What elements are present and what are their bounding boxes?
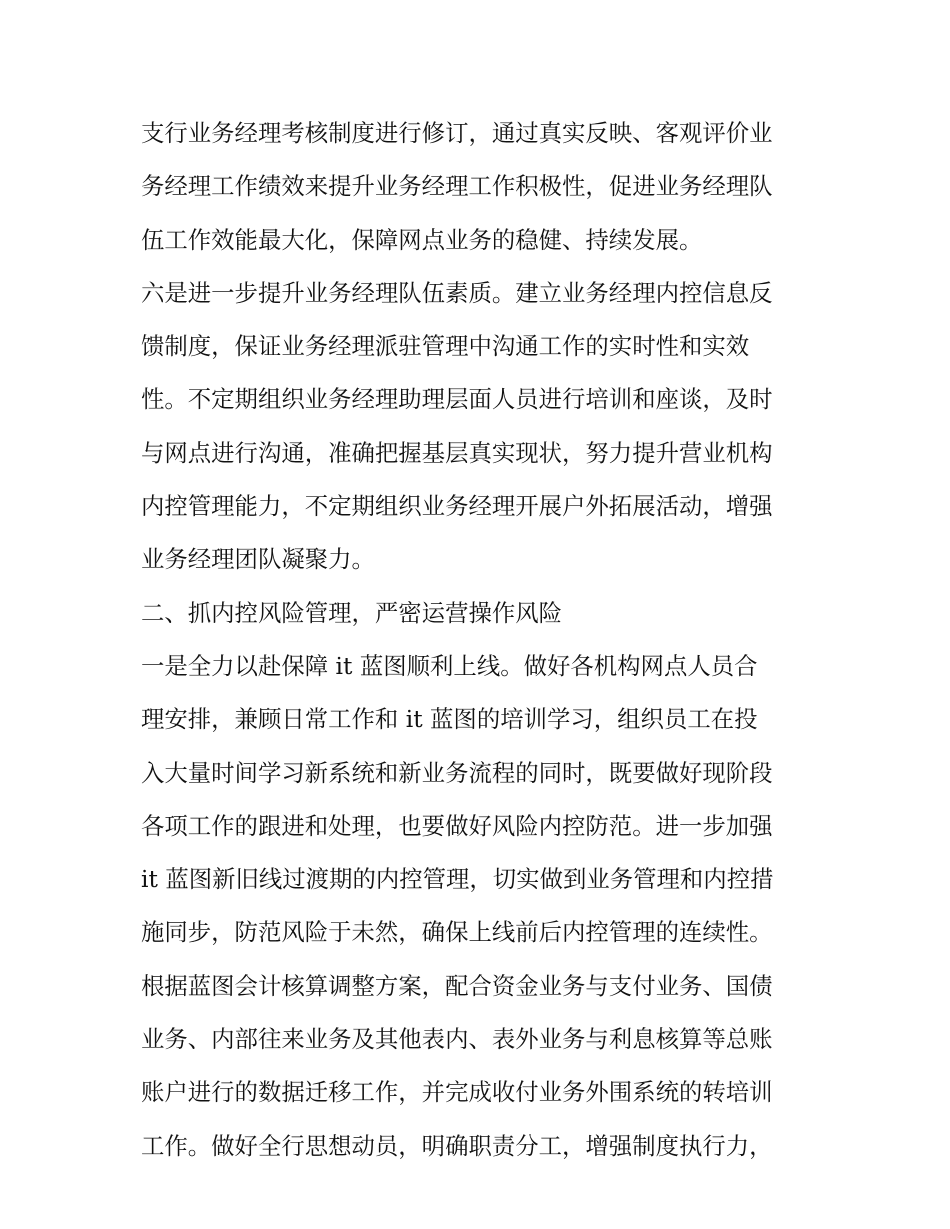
text-line: 与网点进行沟通，准确把握基层真实现状，努力提升营业机构 bbox=[141, 438, 773, 467]
text-line: 内控管理能力，不定期组织业务经理开展户外拓展活动，增强 bbox=[141, 492, 773, 521]
document-body bbox=[141, 107, 831, 1173]
text-line: 支行业务经理考核制度进行修订，通过真实反映、客观评价业 bbox=[141, 119, 773, 147]
text-line: 六是进一步提升业务经理队伍素质。建立业务经理内控信息反 bbox=[141, 278, 773, 307]
text-line: 入大量时间学习新系统和新业务流程的同时，既要做好现阶段 bbox=[141, 758, 773, 787]
text-line: 务经理工作绩效来提升业务经理工作积极性，促进业务经理队 bbox=[141, 172, 773, 201]
text-line: 理安排，兼顾日常工作和 it 蓝图的培训学习，组织员工在投 bbox=[141, 705, 758, 734]
text-line: 一是全力以赴保障 it 蓝图顺利上线。做好各机构网点人员合 bbox=[141, 651, 758, 680]
section-heading: 二、抓内控风险管理，严密运营操作风险 bbox=[141, 598, 563, 627]
text-line: it 蓝图新旧线过渡期的内控管理，切实做到业务管理和内控措 bbox=[141, 865, 774, 894]
text-line: 各项工作的跟进和处理，也要做好风险内控防范。进一步加强 bbox=[141, 811, 773, 840]
text-line: 工作。做好全行思想动员，明确职责分工，增强制度执行力， bbox=[141, 1131, 773, 1160]
text-line: 性。不定期组织业务经理助理层面人员进行培训和座谈，及时 bbox=[141, 385, 773, 414]
text-line: 账户进行的数据迁移工作，并完成收付业务外围系统的转培训 bbox=[141, 1078, 773, 1107]
text-line: 业务经理团队凝聚力。 bbox=[141, 545, 375, 574]
text-line: 伍工作效能最大化，保障网点业务的稳健、持续发展。 bbox=[141, 225, 703, 254]
text-line: 施同步，防范风险于未然，确保上线前后内控管理的连续性。 bbox=[141, 918, 773, 947]
text-line: 根据蓝图会计核算调整方案，配合资金业务与支付业务、国债 bbox=[141, 971, 773, 1000]
text-line: 馈制度，保证业务经理派驻管理中沟通工作的实时性和实效 bbox=[141, 332, 750, 361]
text-line: 业务、内部往来业务及其他表内、表外业务与利息核算等总账 bbox=[141, 1025, 773, 1054]
